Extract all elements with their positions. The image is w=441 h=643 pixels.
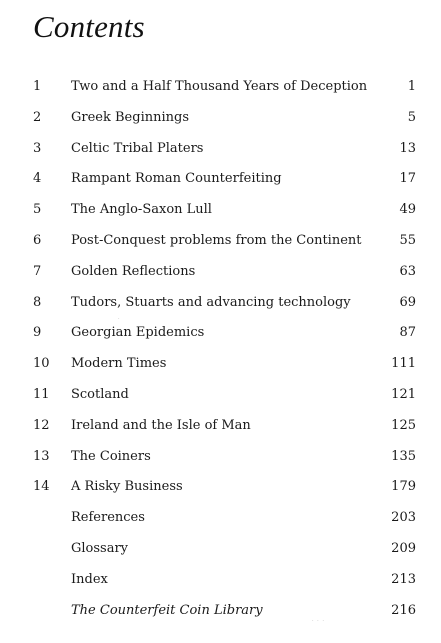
- toc-row[interactable]: [0, 410, 441, 441]
- page-number: 87: [399, 325, 416, 341]
- toc-row[interactable]: [0, 163, 441, 194]
- page-number: 63: [399, 263, 416, 279]
- chapter-number: 9: [33, 325, 42, 341]
- toc-row[interactable]: [0, 256, 441, 287]
- toc-row[interactable]: [0, 379, 441, 410]
- chapter-number: 5: [33, 202, 42, 218]
- toc-row[interactable]: [0, 317, 441, 348]
- scan-speck: ·: [118, 316, 121, 322]
- toc-row-glossary[interactable]: [0, 533, 441, 564]
- page-number: 1: [407, 79, 416, 94]
- page-number: 5: [407, 109, 416, 125]
- page-number: 203: [391, 510, 416, 526]
- page-number: 179: [391, 479, 416, 495]
- page-number: 111: [391, 356, 416, 372]
- chapter-number: 8: [33, 294, 42, 310]
- page-number: 121: [391, 386, 416, 402]
- chapter-title: Tudors, Stuarts and advancing technology: [71, 294, 351, 310]
- page-number: 69: [399, 294, 416, 310]
- toc-row[interactable]: [0, 71, 441, 102]
- chapter-title: Glossary: [71, 540, 129, 556]
- chapter-number: 3: [33, 140, 42, 156]
- chapter-title: The Coiners: [71, 448, 151, 464]
- page-number: 216: [391, 602, 416, 618]
- page-number: 125: [391, 417, 416, 433]
- page-number: 209: [391, 540, 416, 556]
- chapter-title: Golden Reflections: [71, 263, 196, 279]
- chapter-number: 7: [33, 263, 42, 279]
- page-number: 13: [399, 140, 416, 156]
- chapter-title: Rampant Roman Counterfeiting: [71, 171, 282, 187]
- chapter-title: Ireland and the Isle of Man: [71, 417, 251, 433]
- page-number: 213: [391, 571, 416, 587]
- chapter-title: The Anglo-Saxon Lull: [71, 202, 212, 218]
- toc-row[interactable]: [0, 287, 441, 318]
- chapter-number: 12: [33, 417, 50, 433]
- chapter-number: 4: [33, 171, 42, 187]
- chapter-title: Modern Times: [71, 356, 167, 372]
- chapter-title: Index: [71, 571, 108, 587]
- toc-row[interactable]: [0, 133, 441, 164]
- table-of-contents: [0, 71, 441, 625]
- toc-row[interactable]: [0, 471, 441, 502]
- chapter-number: 10: [33, 356, 50, 372]
- chapter-title: Georgian Epidemics: [71, 325, 205, 341]
- chapter-number: 14: [33, 479, 50, 495]
- toc-row-references[interactable]: [0, 502, 441, 533]
- toc-row[interactable]: [0, 225, 441, 256]
- chapter-title: References: [71, 510, 145, 526]
- page-number: 135: [391, 448, 416, 464]
- toc-row[interactable]: [0, 194, 441, 225]
- chapter-number: 13: [33, 448, 50, 464]
- chapter-title: Two and a Half Thousand Years of Deception: [71, 79, 368, 94]
- chapter-title: The Counterfeit Coin Library: [71, 602, 263, 618]
- scan-speck: · · ·: [312, 618, 325, 624]
- toc-row-index[interactable]: [0, 564, 441, 595]
- chapter-title: Post-Conquest problems from the Continent: [71, 232, 362, 248]
- page-number: 49: [399, 202, 416, 218]
- page-number: 17: [399, 171, 416, 187]
- chapter-title: A Risky Business: [71, 479, 183, 495]
- toc-row[interactable]: [0, 441, 441, 472]
- toc-row-library[interactable]: [0, 595, 441, 626]
- page-title: Contents: [33, 9, 145, 44]
- toc-row[interactable]: [0, 348, 441, 379]
- chapter-number: 11: [33, 386, 50, 402]
- chapter-title: Scotland: [71, 386, 129, 402]
- chapter-title: Greek Beginnings: [71, 109, 189, 125]
- chapter-number: 2: [33, 109, 42, 125]
- chapter-title: Celtic Tribal Platers: [71, 140, 204, 156]
- toc-row[interactable]: [0, 102, 441, 133]
- page-number: 55: [399, 232, 416, 248]
- chapter-number: 1: [33, 79, 42, 94]
- chapter-number: 6: [33, 232, 42, 248]
